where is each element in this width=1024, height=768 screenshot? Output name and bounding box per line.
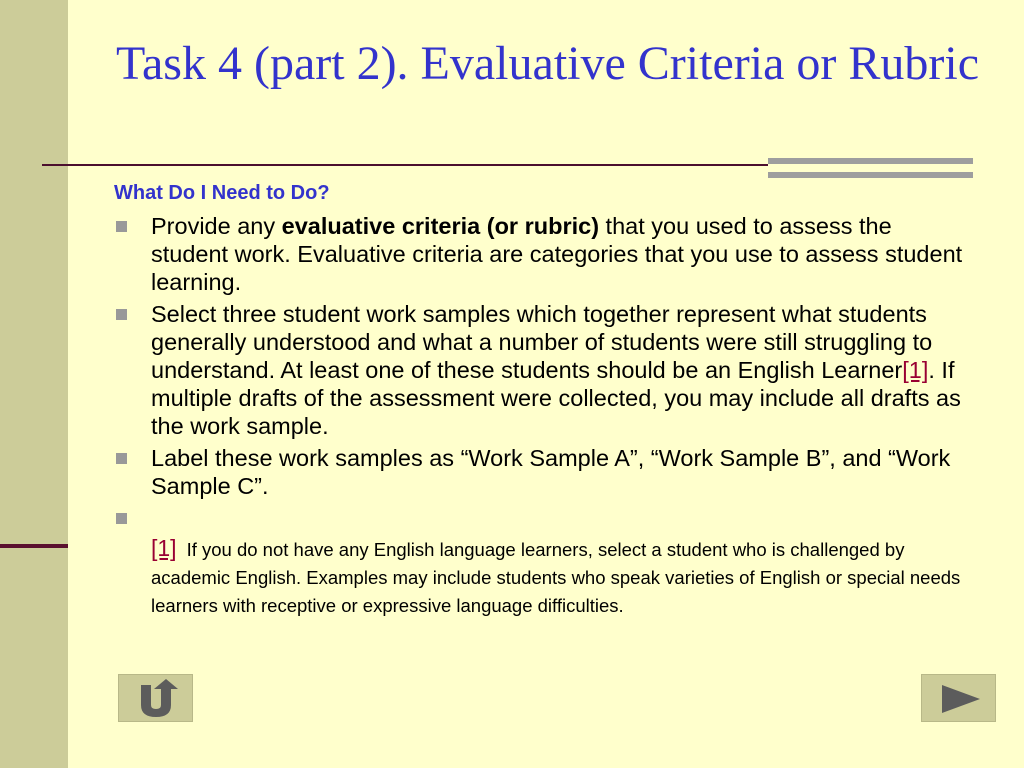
footnote-text: If you do not have any English language learners, select a student who is challenged by academic English. Examples may include students who speak varieties of English or special needs learners with receptive or expressive language difficulties. — [151, 539, 961, 616]
footnote-link[interactable]: [1] — [902, 357, 929, 383]
title-underline — [42, 164, 768, 166]
square-bullet-icon — [116, 309, 127, 320]
decoration-bar-top — [768, 158, 973, 164]
bullet-text: Label these work samples as “Work Sample A”, “Work Sample B”, and “Work Sample C”. — [151, 445, 951, 499]
slide-title: Task 4 (part 2). Evaluative Criteria or Rubric — [116, 37, 980, 90]
slide-body — [114, 180, 964, 618]
bullet-item-criteria — [114, 212, 964, 296]
bullet-text-post: that you used to assess the student work. Evaluative criteria are categories that you use to assess student learning. — [151, 213, 963, 295]
bullet-item-empty — [114, 504, 964, 532]
section-heading: What Do I Need to Do? — [114, 182, 330, 204]
footnote — [114, 534, 964, 618]
left-accent-band — [0, 0, 68, 768]
bullet-text-post: . If multiple drafts of the assessment were collected, you may include all drafts as the work sample. — [151, 357, 961, 439]
decoration-bar-bottom — [768, 172, 973, 178]
square-bullet-icon — [116, 453, 127, 464]
left-band-divider — [0, 544, 68, 548]
bullet-text-bold: evaluative criteria (or rubric) — [281, 213, 600, 239]
bullet-text-pre: Provide any — [151, 213, 282, 239]
bullet-item-labels — [114, 444, 964, 500]
bullet-text-pre: Select three student work samples which together represent what students generally understood and what a number of students were still struggling to understand. At least one of these students should be an English Learner — [151, 301, 933, 383]
next-button[interactable] — [921, 674, 996, 722]
square-bullet-icon — [116, 221, 127, 232]
footnote-ref-link[interactable]: [1] — [151, 535, 177, 561]
square-bullet-icon — [116, 513, 127, 524]
play-next-icon — [922, 675, 997, 723]
bullet-item-samples — [114, 300, 964, 440]
title-decoration-bars — [768, 158, 973, 178]
return-icon — [119, 675, 194, 723]
return-button[interactable] — [118, 674, 193, 722]
